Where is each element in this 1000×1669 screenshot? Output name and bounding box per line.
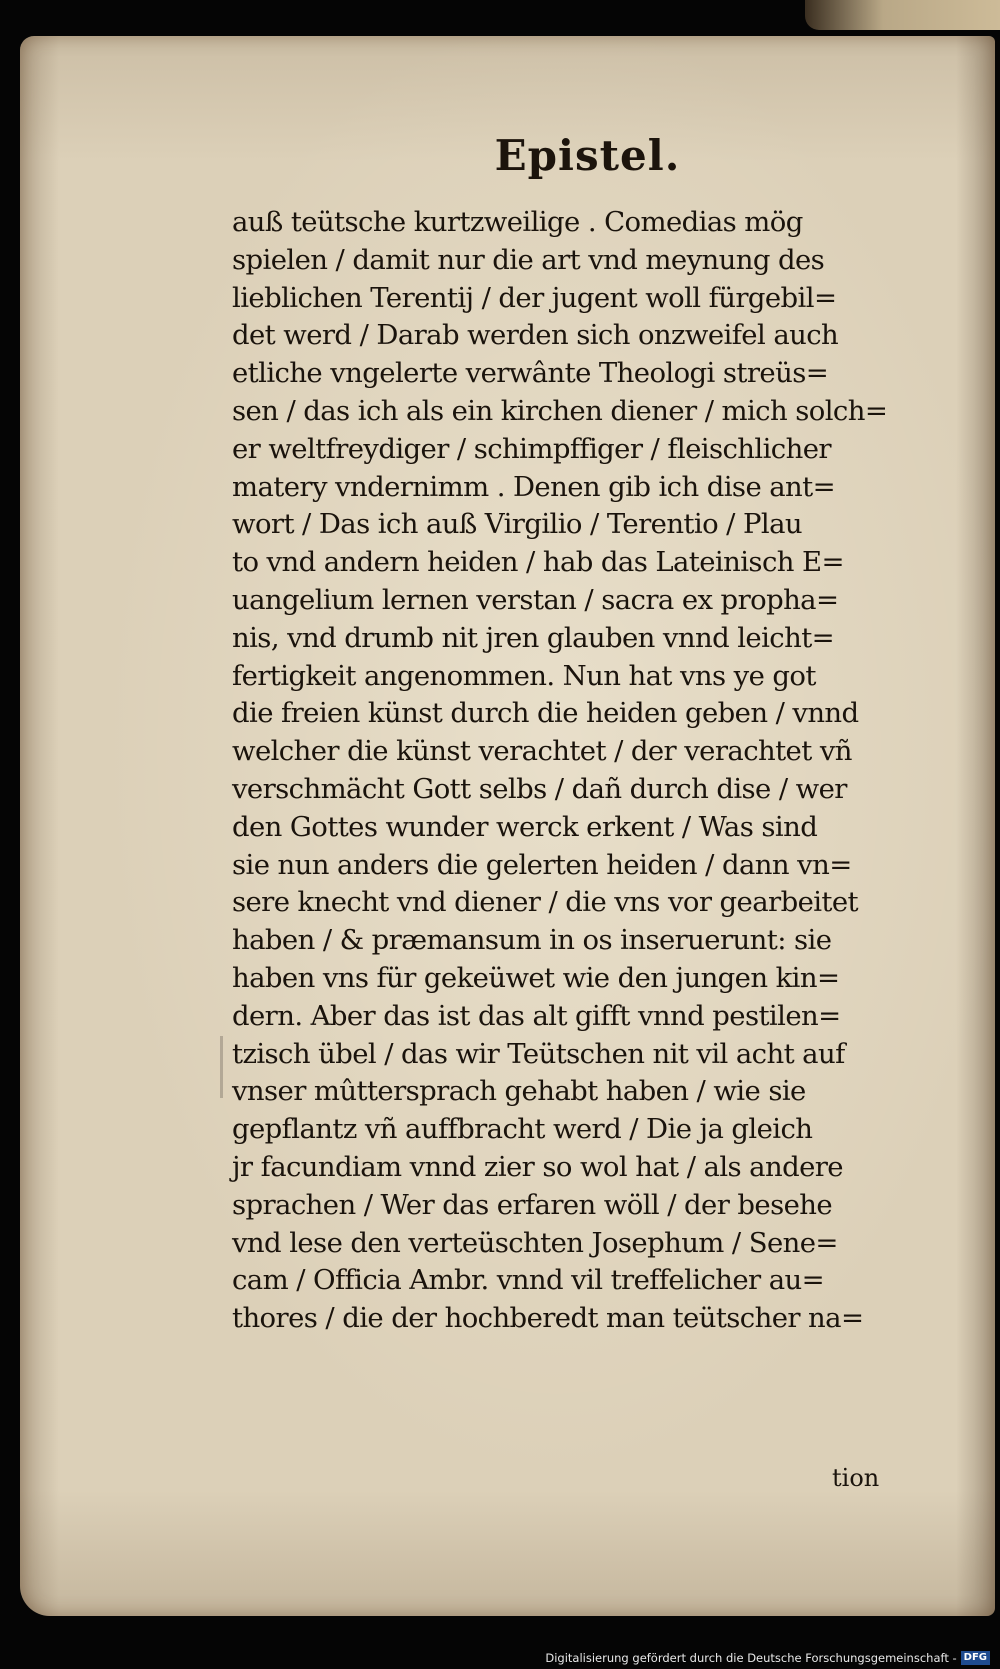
text-line: spielen / damit nur die art vnd meynung des [232, 243, 825, 276]
text-line: lieblichen Terentij / der jugent woll fürgebil= [232, 281, 837, 314]
text-line: cam / Officia Ambr. vnnd vil treffelicher au= [232, 1264, 825, 1297]
text-line: vnd lese den verteüschten Josephum / Sene= [232, 1226, 838, 1259]
text-line: uangelium lernen verstan / sacra ex propha= [232, 583, 839, 616]
text-line: er weltfreydiger / schimpffiger / fleischlicher [232, 432, 831, 465]
text-line: sprachen / Wer das erfaren wöll / der besehe [232, 1188, 833, 1221]
text-line: thores / die der hochberedt man teütscher na= [232, 1302, 864, 1335]
header-title: Epistel. [494, 131, 681, 180]
funding-footer [545, 1649, 990, 1667]
next-page-edge [805, 0, 1000, 30]
text-line: welcher die künst verachtet / der verachtet vñ [232, 735, 852, 768]
text-line: haben vns für gekeüwet wie den jungen kin= [232, 961, 840, 994]
book-page [20, 36, 995, 1616]
text-line: wort / Das ich auß Virgilio / Terentio / Plau [232, 508, 802, 541]
text-line: auß teütsche kurtzweilige . Comedias mög [232, 206, 803, 238]
footer-credit: Digitalisierung gefördert durch die Deutsche Forschungsgemeinschaft - [545, 1651, 957, 1665]
text-line: gepflantz vñ auffbracht werd / Die ja gleich [232, 1113, 813, 1146]
text-line: det werd / Darab werden sich onzweifel auch [232, 319, 839, 352]
text-line: verschmächt Gott selbs / dañ durch dise / wer [232, 772, 847, 805]
text-line: vnser mûttersprach gehabt haben / wie sie [232, 1075, 806, 1108]
margin-mark [220, 1036, 223, 1098]
text-line: sere knecht vnd diener / die vns vor gearbeitet [232, 886, 859, 919]
catchword: tion [832, 1464, 880, 1492]
text-line: die freien künst durch die heiden geben / vnnd [232, 697, 859, 730]
dfg-logo: DFG [961, 1651, 990, 1665]
text-block [232, 204, 912, 1338]
text-line: sen / das ich als ein kirchen diener / mich solch= [232, 394, 888, 427]
text-line: dern. Aber das ist das alt gifft vnnd pestilen= [232, 999, 841, 1032]
text-line: jr facundiam vnnd zier so wol hat / als andere [232, 1150, 843, 1183]
text-line: fertigkeit angenommen. Nun hat vns ye got [232, 659, 816, 692]
text-line: to vnd andern heiden / hab das Lateinisch E= [232, 546, 844, 579]
text-line: haben / & præmansum in os inseruerunt: sie [232, 924, 832, 957]
page-header [20, 131, 995, 180]
text-line: sie nun anders die gelerten heiden / dann vn= [232, 848, 852, 881]
text-line: nis, vnd drumb nit jren glauben vnnd leicht= [232, 621, 835, 654]
text-line: matery vndernimm . Denen gib ich dise ant= [232, 470, 836, 503]
text-line: etliche vngelerte verwânte Theologi streüs= [232, 357, 829, 390]
text-line: den Gottes wunder werck erkent / Was sind [232, 810, 818, 843]
text-line: tzisch übel / das wir Teütschen nit vil acht auf [232, 1037, 845, 1070]
